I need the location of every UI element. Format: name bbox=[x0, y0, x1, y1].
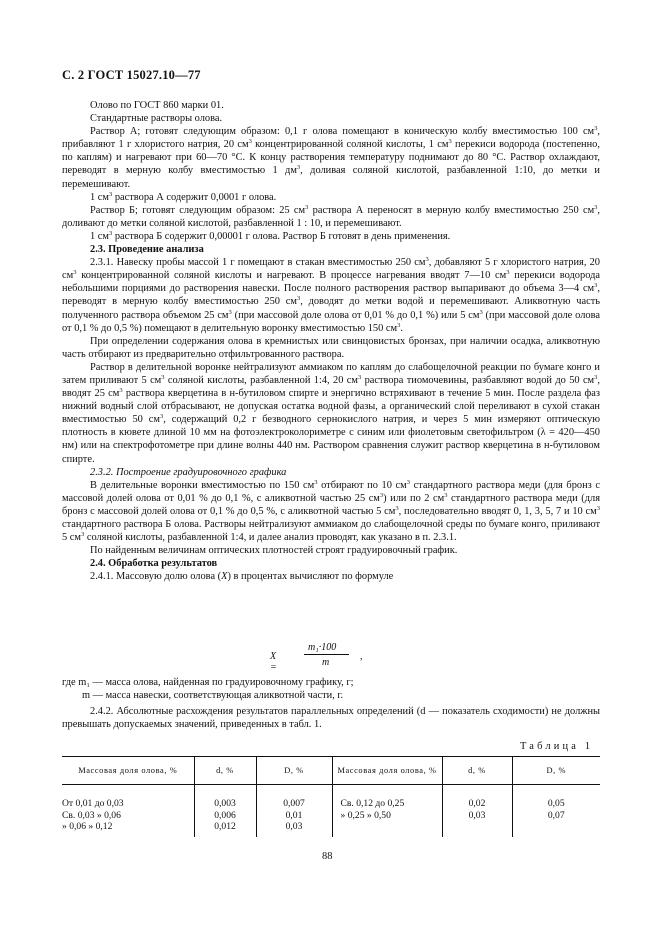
intro-p3: Раствор А; готовят следующим образом: 0,1 г олова помещают в коническую колбу вместимостью 100 $см^3$, прибавляют 1 г хлористого натрия, 20 $см^3$ концентрированной соляной кислоты, 1 $см^3$ перекиси водорода (постепенно, по каплям) и нагревают при 60—70 °С. К концу растворения температуру поднимают до 80 °С. Раствор охлаждают, переводят в мерную колбу вместимостью 1 $дм^3$, доливая соляной кислотой, разбавленной 1:10, до метки и перемешивают. bbox=[62, 125, 600, 190]
D-left-1: 0,007 bbox=[283, 798, 305, 809]
intro-p6: 1 $см^3$ раствора Б содержит 0,00001 г олова. Раствор Б готовят в день применения. bbox=[90, 229, 451, 242]
right-d-cell bbox=[442, 785, 512, 837]
range-left-1: От 0,01 до 0,03 bbox=[62, 798, 124, 809]
section-2-3-2-graph: По найденным величинам оптических плотностей строят градуировочный график. bbox=[90, 545, 458, 557]
table-title: Таблица 1 bbox=[520, 741, 594, 752]
right-ranges-cell bbox=[332, 785, 442, 837]
left-ranges-cell bbox=[62, 785, 194, 837]
D-left-3: 0,03 bbox=[285, 821, 303, 833]
formula-comma: , bbox=[360, 651, 363, 662]
formula-legend bbox=[62, 676, 600, 702]
table-header-row bbox=[62, 757, 600, 785]
d-left-1: 0,003 bbox=[214, 798, 236, 809]
intro-p2: Стандартные растворы олова. bbox=[90, 113, 223, 125]
section-2-4-1: 2.4.1. Массовую долю олова (X) в процентах вычисляют по формуле bbox=[90, 571, 394, 583]
range-left-3: » 0,06 » 0,12 bbox=[62, 821, 113, 833]
header-mass-fraction-right: Массовая доля олова, % bbox=[332, 757, 442, 785]
section-2-3-1-bronze: При определении содержания олова в кремнистых или свинцовистых бронзах, при наличии осадка, аликвотную часть отбирают из предварительно отфильтрованного раствора. bbox=[62, 335, 600, 360]
formula-fraction-bar bbox=[304, 654, 349, 655]
section-2-3-title: 2.3. Проведение анализа bbox=[90, 244, 204, 256]
d-left-3: 0,012 bbox=[214, 821, 236, 833]
intro-p1: Олово по ГОСТ 860 марки 01. bbox=[90, 100, 224, 111]
section-2-4-2: 2.4.2. Абсолютные расхождения результатов параллельных определений (d — показатель сходимости) не должны превышать допускаемых значений, приведенных в табл. 1. bbox=[62, 706, 600, 731]
range-left-2: Св. 0,03 » 0,06 bbox=[62, 809, 121, 821]
right-D-cell bbox=[512, 785, 600, 837]
section-2-3-1: 2.3.1. Навеску пробы массой 1 г помещают в стакан вместимостью 250 $см^3$, добавляют 5 г хлористого натрия, 20 $см^3$ концентрированной соляной кислоты и нагревают. В процессе нагревания вводят 7—10 $см^3$ перекиси водорода небольшими порциями до растворения навески. После полного растворения раствор выпаривают до объема 3—4 $см^3$, переводят в мерную колбу вместимостью 250 $см^3$, доводят до метки водой и перемешивают. Аликвотную часть полученного раствора объемом 25 $см^3$ (при массовой доле олова от 0,01 % до 0,1 %) или 5 $см^3$ (при массовой доле олова от 0,1 % до 0,5 %) помещают в делительную воронку вместимостью 150 $см^3$. bbox=[62, 256, 601, 334]
range-right-2: » 0,25 » 0,50 bbox=[340, 809, 391, 821]
header-d-left: d, % bbox=[194, 757, 256, 785]
page-number: 88 bbox=[322, 851, 333, 862]
header-mass-fraction-left: Массовая доля олова, % bbox=[62, 757, 194, 785]
left-D-cell bbox=[256, 785, 332, 837]
table-row bbox=[62, 785, 600, 837]
d-right-2: 0,03 bbox=[468, 809, 486, 821]
left-d-cell bbox=[194, 785, 256, 837]
header-d-right: d, % bbox=[442, 757, 512, 785]
section-2-4-2-block bbox=[62, 705, 600, 731]
d-right-1: 0,02 bbox=[468, 798, 486, 809]
section-2-3-2-title: 2.3.2. Построение градуировочного графика bbox=[90, 466, 287, 478]
header-D-right: D, % bbox=[512, 757, 600, 785]
formula-lhs: X = bbox=[270, 651, 277, 673]
section-2-3-1-neutralize: Раствор в делительной воронке нейтрализуют аммиаком по каплям до слабощелочной реакции по бумаге конго и затем приливают 5 $см^3$ соляной кислоты, разбавленной 1:4, 20 $см^3$ раствора тиомочевины, разбавляют водой до 50 $см^3$, вводят 25 $см^3$ раствора кверцетина в н-бутиловом спирте и энергично встряхивают в течение 5 мин. После раздела фаз нижний водный слой отбрасывают, не допуская остатка водной фазы, а органический слой переливают в сухой стакан вместимостью 50 $см^3$, содержащий 0,2 г безводного сернокислого натрия, и через 5 мин измеряют оптическую плотность в кювете длиной 10 мм на фотоэлектроколориметре с синим или фиолетовым светофильтром (λ = 420—450 нм) или на спектрофотометре при длине волны 440 нм. Раствором сравнения служит раствор кверцетина в н-бутиловом спирте. bbox=[62, 361, 600, 465]
section-2-4-title: 2.4. Обработка результатов bbox=[90, 558, 218, 570]
formula-numerator: m₁·100 bbox=[308, 642, 337, 653]
page-header: С. 2 ГОСТ 15027.10—77 bbox=[62, 68, 201, 82]
D-right-2: 0,07 bbox=[547, 809, 565, 821]
legend-m1: где m₁ — масса олова, найденная по градуировочному графику, г; bbox=[62, 677, 354, 688]
D-right-1: 0,05 bbox=[547, 798, 565, 809]
formula-denominator: m bbox=[322, 657, 330, 668]
intro-p5: Раствор Б; готовят следующим образом: 25 $см^3$ раствора А переносят в мерную колбу вместимостью 250 $см^3$, доливают до метки соляной кислотой, разбавленной 1 : 10, и перемешивают. bbox=[62, 203, 601, 229]
intro-p4: 1 $см^3$ раствора А содержит 0,0001 г олова. bbox=[90, 190, 277, 203]
D-left-2: 0,01 bbox=[285, 809, 303, 821]
d-left-2: 0,006 bbox=[214, 809, 236, 821]
tolerance-table bbox=[62, 756, 600, 837]
range-right-1: Св. 0,12 до 0,25 bbox=[340, 798, 405, 809]
header-D-left: D, % bbox=[256, 757, 332, 785]
section-2-3-2: В делительные воронки вместимостью по 150 $см^3$ отбирают по 10 $см^3$ стандартного раствора меди (для бронз с массовой долей олова от 0,01 % до 0,1 %, с аликвотной частью 25 $см^3$) или по 2 $см^3$ стандартного раствора меди (для бронз с массовой долей олова от 0,1 % до 0,5 %, с аликвотной частью 5 $см^3$, последовательно вводят 0, 1, 3, 5, 7 и 10 $см^3$ стандартного раствора Б олова. Растворы нейтрализуют аммиаком до слабощелочной среды по бумаге конго, приливают 5 $см^3$ соляной кислоты, разбавленной 1:4, и далее анализ проводят, как указано в п. 2.3.1. bbox=[62, 478, 601, 544]
body-text bbox=[62, 99, 600, 583]
legend-m: m — масса навески, соответствующая аликвотной части, г. bbox=[82, 690, 344, 702]
